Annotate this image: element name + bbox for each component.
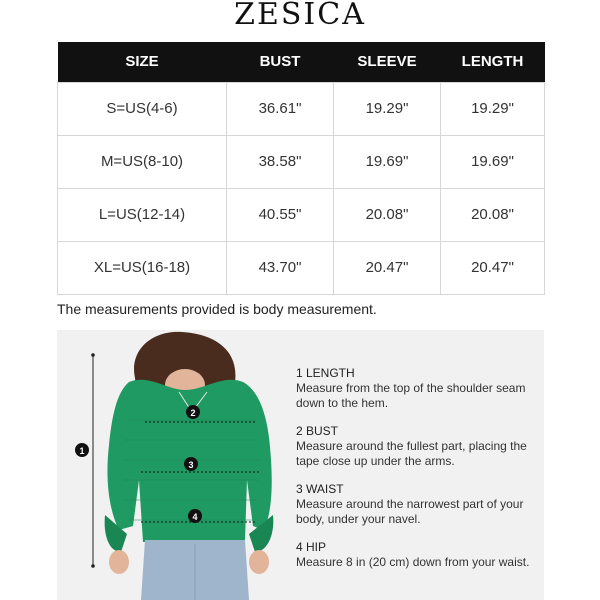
instruction-title: 3 WAIST <box>296 482 344 496</box>
cell-length: 20.08" <box>441 188 545 241</box>
marker-3-label: 3 <box>188 460 194 470</box>
table-row <box>58 82 545 135</box>
cell-size: XL=US(16-18) <box>58 241 227 294</box>
measurement-instructions <box>296 366 541 583</box>
marker-1 <box>75 443 89 457</box>
cell-length: 20.47" <box>441 241 545 294</box>
cell-size: L=US(12-14) <box>58 188 227 241</box>
cell-bust: 36.61" <box>227 82 334 135</box>
size-chart-table <box>57 42 545 295</box>
instruction-desc: Measure around the fullest part, placing the tape close up under the arms. <box>296 439 527 468</box>
header-sleeve: SLEEVE <box>334 42 441 82</box>
marker-2-label: 2 <box>190 408 196 418</box>
cell-sleeve: 20.47" <box>334 241 441 294</box>
header-size: SIZE <box>58 42 227 82</box>
model-figure <box>57 330 287 600</box>
instruction-title: 1 LENGTH <box>296 366 355 380</box>
table-row <box>58 188 545 241</box>
cell-bust: 38.58" <box>227 135 334 188</box>
marker-3 <box>184 457 198 471</box>
cell-length: 19.29" <box>441 82 545 135</box>
instruction-length <box>296 366 541 411</box>
table-header-row <box>58 42 545 82</box>
right-hand <box>249 550 269 574</box>
measurement-guide-panel <box>57 330 544 600</box>
cell-size: M=US(8-10) <box>58 135 227 188</box>
instruction-desc: Measure from the top of the shoulder seam down to the hem. <box>296 381 526 410</box>
cell-sleeve: 19.29" <box>334 82 441 135</box>
cell-size: S=US(4-6) <box>58 82 227 135</box>
instruction-title: 4 HIP <box>296 540 327 554</box>
cell-bust: 43.70" <box>227 241 334 294</box>
instruction-desc: Measure 8 in (20 cm) down from your waist. <box>296 555 530 569</box>
table-row <box>58 135 545 188</box>
instruction-hip <box>296 540 541 570</box>
marker-1-label: 1 <box>79 446 85 456</box>
instruction-title: 2 BUST <box>296 424 339 438</box>
cell-sleeve: 20.08" <box>334 188 441 241</box>
table-row <box>58 241 545 294</box>
cell-length: 19.69" <box>441 135 545 188</box>
instruction-waist <box>296 482 541 527</box>
measurement-note: The measurements provided is body measurement. <box>57 301 377 317</box>
marker-4 <box>188 509 202 523</box>
brand-logo: ZESICA <box>234 0 366 32</box>
marker-2 <box>186 405 200 419</box>
header-bust: BUST <box>227 42 334 82</box>
header-length: LENGTH <box>441 42 545 82</box>
left-hand <box>109 550 129 574</box>
cell-bust: 40.55" <box>227 188 334 241</box>
marker-4-label: 4 <box>192 512 198 522</box>
instruction-bust <box>296 424 541 469</box>
instruction-desc: Measure around the narrowest part of your body, under your navel. <box>296 497 524 526</box>
cell-sleeve: 19.69" <box>334 135 441 188</box>
